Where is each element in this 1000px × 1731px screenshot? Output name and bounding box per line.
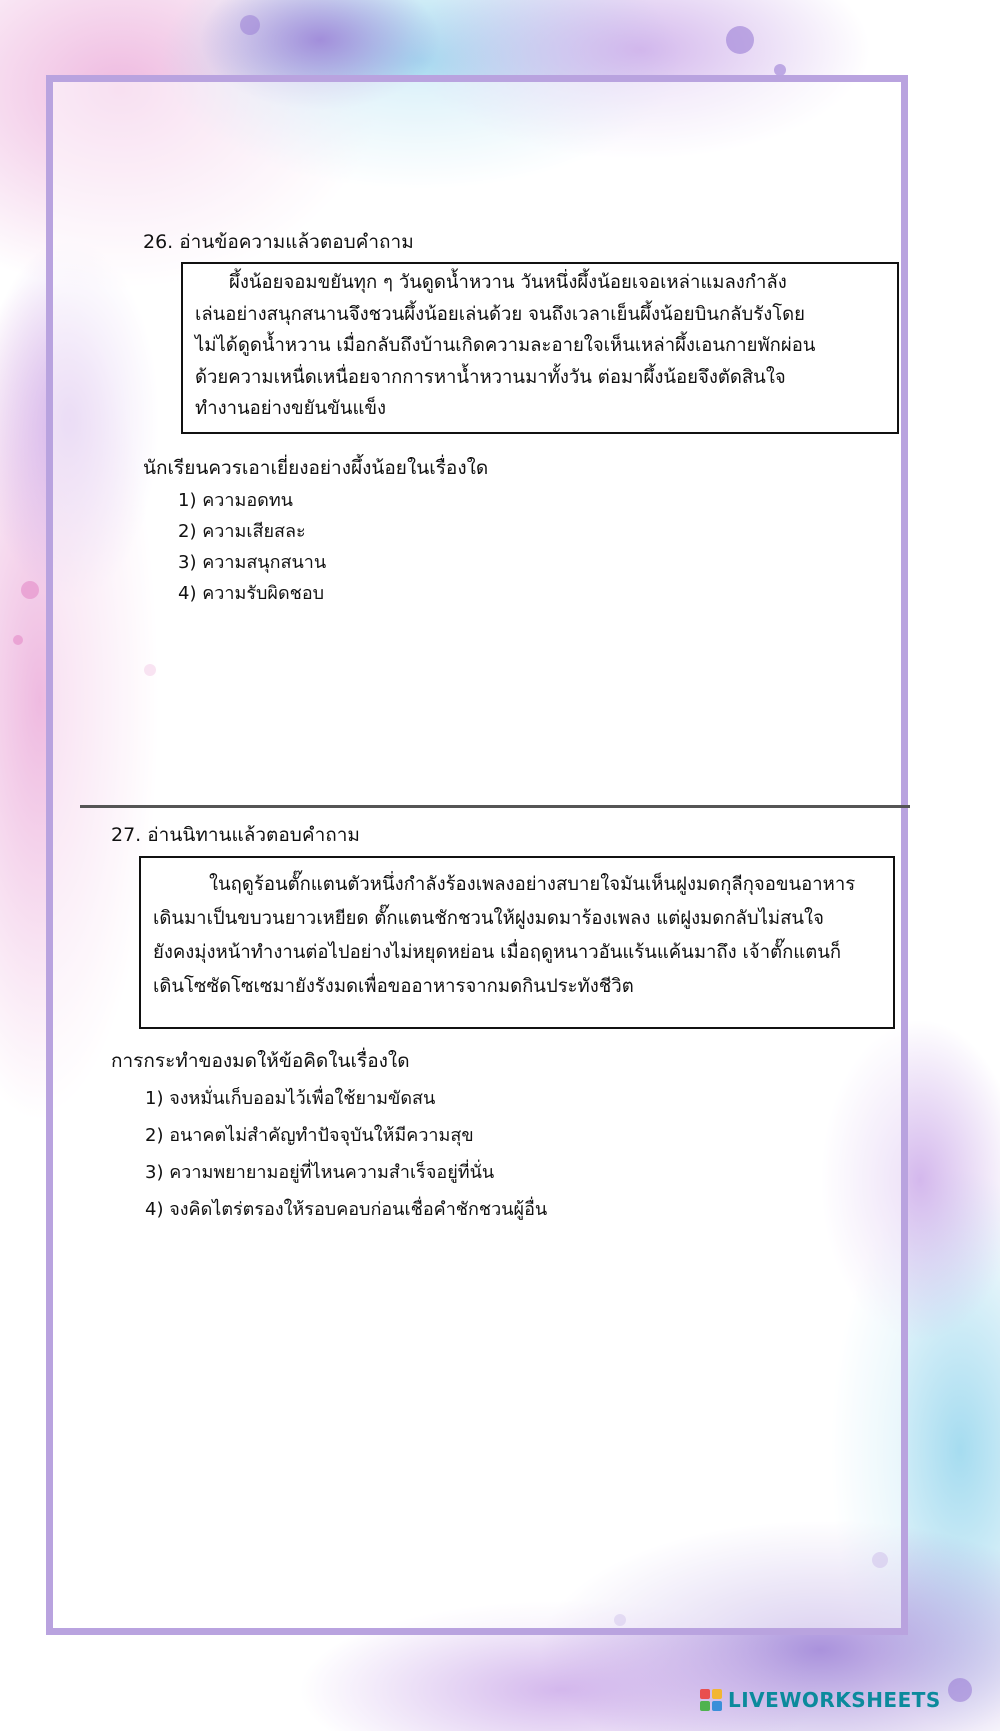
question-27-passage: [139, 856, 895, 1029]
question-26-option-4[interactable]: 4) ความรับผิดชอบ: [178, 583, 325, 604]
question-27-option-4[interactable]: 4) จงคิดไตร่ตรองให้รอบคอบก่อนเชื่อคำชักชวนผู้อื่น: [145, 1199, 548, 1220]
question-27-option-3[interactable]: 3) ความพยายามอยู่ที่ไหนความสำเร็จอยู่ที่นั่น: [145, 1162, 495, 1183]
question-27-option-1[interactable]: 1) จงหมั่นเก็บออมไว้เพื่อใช้ยามขัดสน: [145, 1088, 436, 1109]
passage-line: เดินมาเป็นขบวนยาวเหยียด ตั๊กแตนชักชวนให้ฝูงมดมาร้องเพลง แต่ฝูงมดกลับไม่สนใจ: [153, 908, 824, 929]
liveworksheets-logo: [700, 1688, 941, 1712]
section-divider: [80, 805, 910, 808]
logo-icon: [700, 1689, 722, 1711]
question-27-prompt: การกระทำของมดให้ข้อคิดในเรื่องใด: [111, 1050, 410, 1072]
question-27-title: 27. อ่านนิทานแล้วตอบคำถาม: [111, 824, 360, 846]
question-26-option-3[interactable]: 3) ความสนุกสนาน: [178, 552, 327, 573]
passage-line: ยังคงมุ่งหน้าทำงานต่อไปอย่างไม่หยุดหย่อน เมื่อฤดูหนาวอันแร้นแค้นมาถึง เจ้าตั๊กแตนก็: [153, 942, 842, 963]
passage-line: ไม่ได้ดูดน้ำหวาน เมื่อกลับถึงบ้านเกิดความละอายใจเห็นเหล่าผึ้งเอนกายพักผ่อน: [195, 335, 816, 356]
logo-text: LIVEWORKSHEETS: [728, 1688, 941, 1712]
question-26-passage: [181, 262, 899, 434]
question-27-option-2[interactable]: 2) อนาคตไม่สำคัญทำปัจจุบันให้มีความสุข: [145, 1125, 474, 1146]
passage-line: ผึ้งน้อยจอมขยันทุก ๆ วันดูดน้ำหวาน วันหนึ่งผึ้งน้อยเจอเหล่าแมลงกำลัง: [229, 272, 787, 293]
passage-line: ในฤดูร้อนตั๊กแตนตัวหนึ่งกำลังร้องเพลงอย่างสบายใจมันเห็นฝูงมดกุลีกุจอขนอาหาร: [209, 874, 856, 895]
question-26-title: 26. อ่านข้อความแล้วตอบคำถาม: [143, 231, 414, 253]
passage-line: ทำงานอย่างขยันขันแข็ง: [195, 398, 387, 419]
passage-line: เดินโซซัดโซเซมายังรังมดเพื่อขออาหารจากมดกินประทังชีวิต: [153, 976, 634, 997]
question-26-prompt: นักเรียนควรเอาเยี่ยงอย่างผึ้งน้อยในเรื่องใด: [143, 457, 489, 479]
question-26-option-2[interactable]: 2) ความเสียสละ: [178, 521, 306, 542]
passage-line: ด้วยความเหนื่ดเหนื่อยจากการหาน้ำหวานมาทั้งวัน ต่อมาผึ้งน้อยจึงตัดสินใจ: [195, 366, 786, 388]
question-26-option-1[interactable]: 1) ความอดทน: [178, 490, 293, 511]
passage-line: เล่นอย่างสนุกสนานจึงชวนผึ้งน้อยเล่นด้วย จนถึงเวลาเย็นผึ้งน้อยบินกลับรังโดย: [195, 303, 806, 325]
